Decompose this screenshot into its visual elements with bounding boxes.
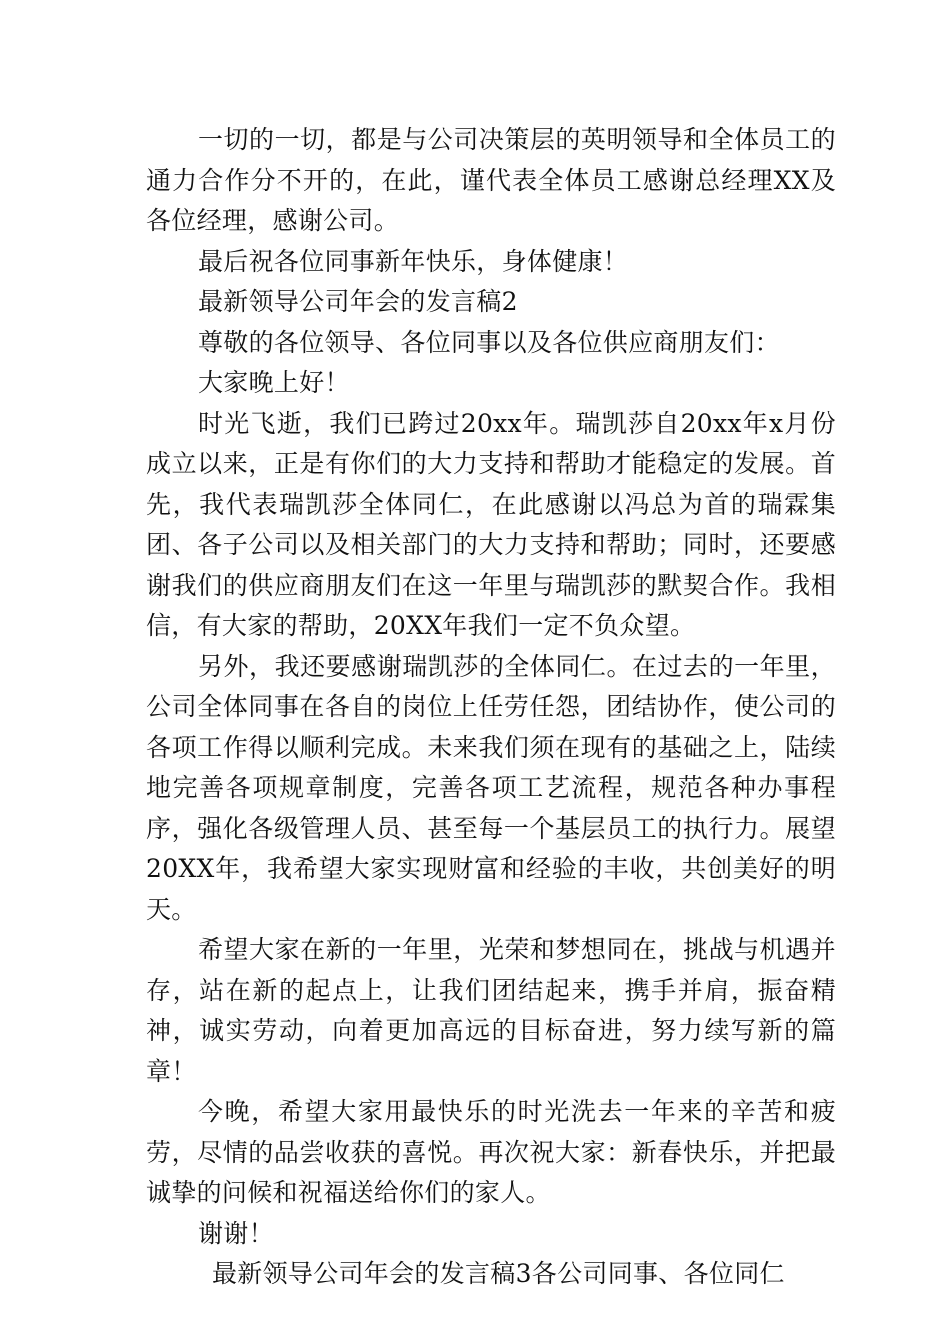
section-heading-speech-3: 最新领导公司年会的发言稿3各公司同事、各位同仁 [212, 1259, 785, 1288]
paragraph-hope: 希望大家在新的一年里，光荣和梦想同在，挑战与机遇并存，站在新的起点上，让我们团结起来，携手并肩，振奋精神，诚实劳动，向着更加高远的目标奋进，努力续写新的篇章！ [146, 935, 836, 1086]
section-heading-speech-2: 最新领导公司年会的发言稿2 [198, 287, 518, 316]
paragraph-tonight: 今晚，希望大家用最快乐的时光洗去一年来的辛苦和疲劳，尽情的品尝收获的喜悦。再次祝大家：新春快乐，并把最诚挚的问候和祝福送给你们的家人。 [146, 1097, 836, 1207]
paragraph-thanks-colleagues: 另外，我还要感谢瑞凯莎的全体同仁。在过去的一年里，公司全体同事在各自的岗位上任劳任怨，团结协作，使公司的各项工作得以顺利完成。未来我们须在现有的基础之上，陆续地完善各项规章制度，完善各项工艺流程，规范各种办事程序，强化各级管理人员、甚至每一个基层员工的执行力。展望20XX年，我希望大家实现财富和经验的丰收，共创美好的明天。 [146, 651, 836, 924]
paragraph-thanks-leadership: 一切的一切，都是与公司决策层的英明领导和全体员工的通力合作分不开的，在此，谨代表全体员工感谢总经理XX及各位经理，感谢公司。 [146, 125, 836, 235]
paragraph-greeting: 大家晚上好！ [198, 368, 350, 397]
document-body [146, 120, 836, 1295]
paragraph-salutation: 尊敬的各位领导、各位同事以及各位供应商朋友们： [198, 327, 780, 357]
paragraph-thank-you: 谢谢！ [198, 1218, 274, 1248]
paragraph-new-year-wishes: 最后祝各位同事新年快乐，身体健康！ [198, 246, 629, 276]
paragraph-time-flies: 时光飞逝，我们已跨过20xx年。瑞凯莎自20xx年x月份成立以来，正是有你们的大力支持和帮助才能稳定的发展。首先，我代表瑞凯莎全体同仁，在此感谢以冯总为首的瑞霖集团、各子公司以及相关部门的大力支持和帮助；同时，还要感谢我们的供应商朋友们在这一年里与瑞凯莎的默契合作。我相信，有大家的帮助，20XX年我们一定不负众望。 [146, 408, 836, 640]
